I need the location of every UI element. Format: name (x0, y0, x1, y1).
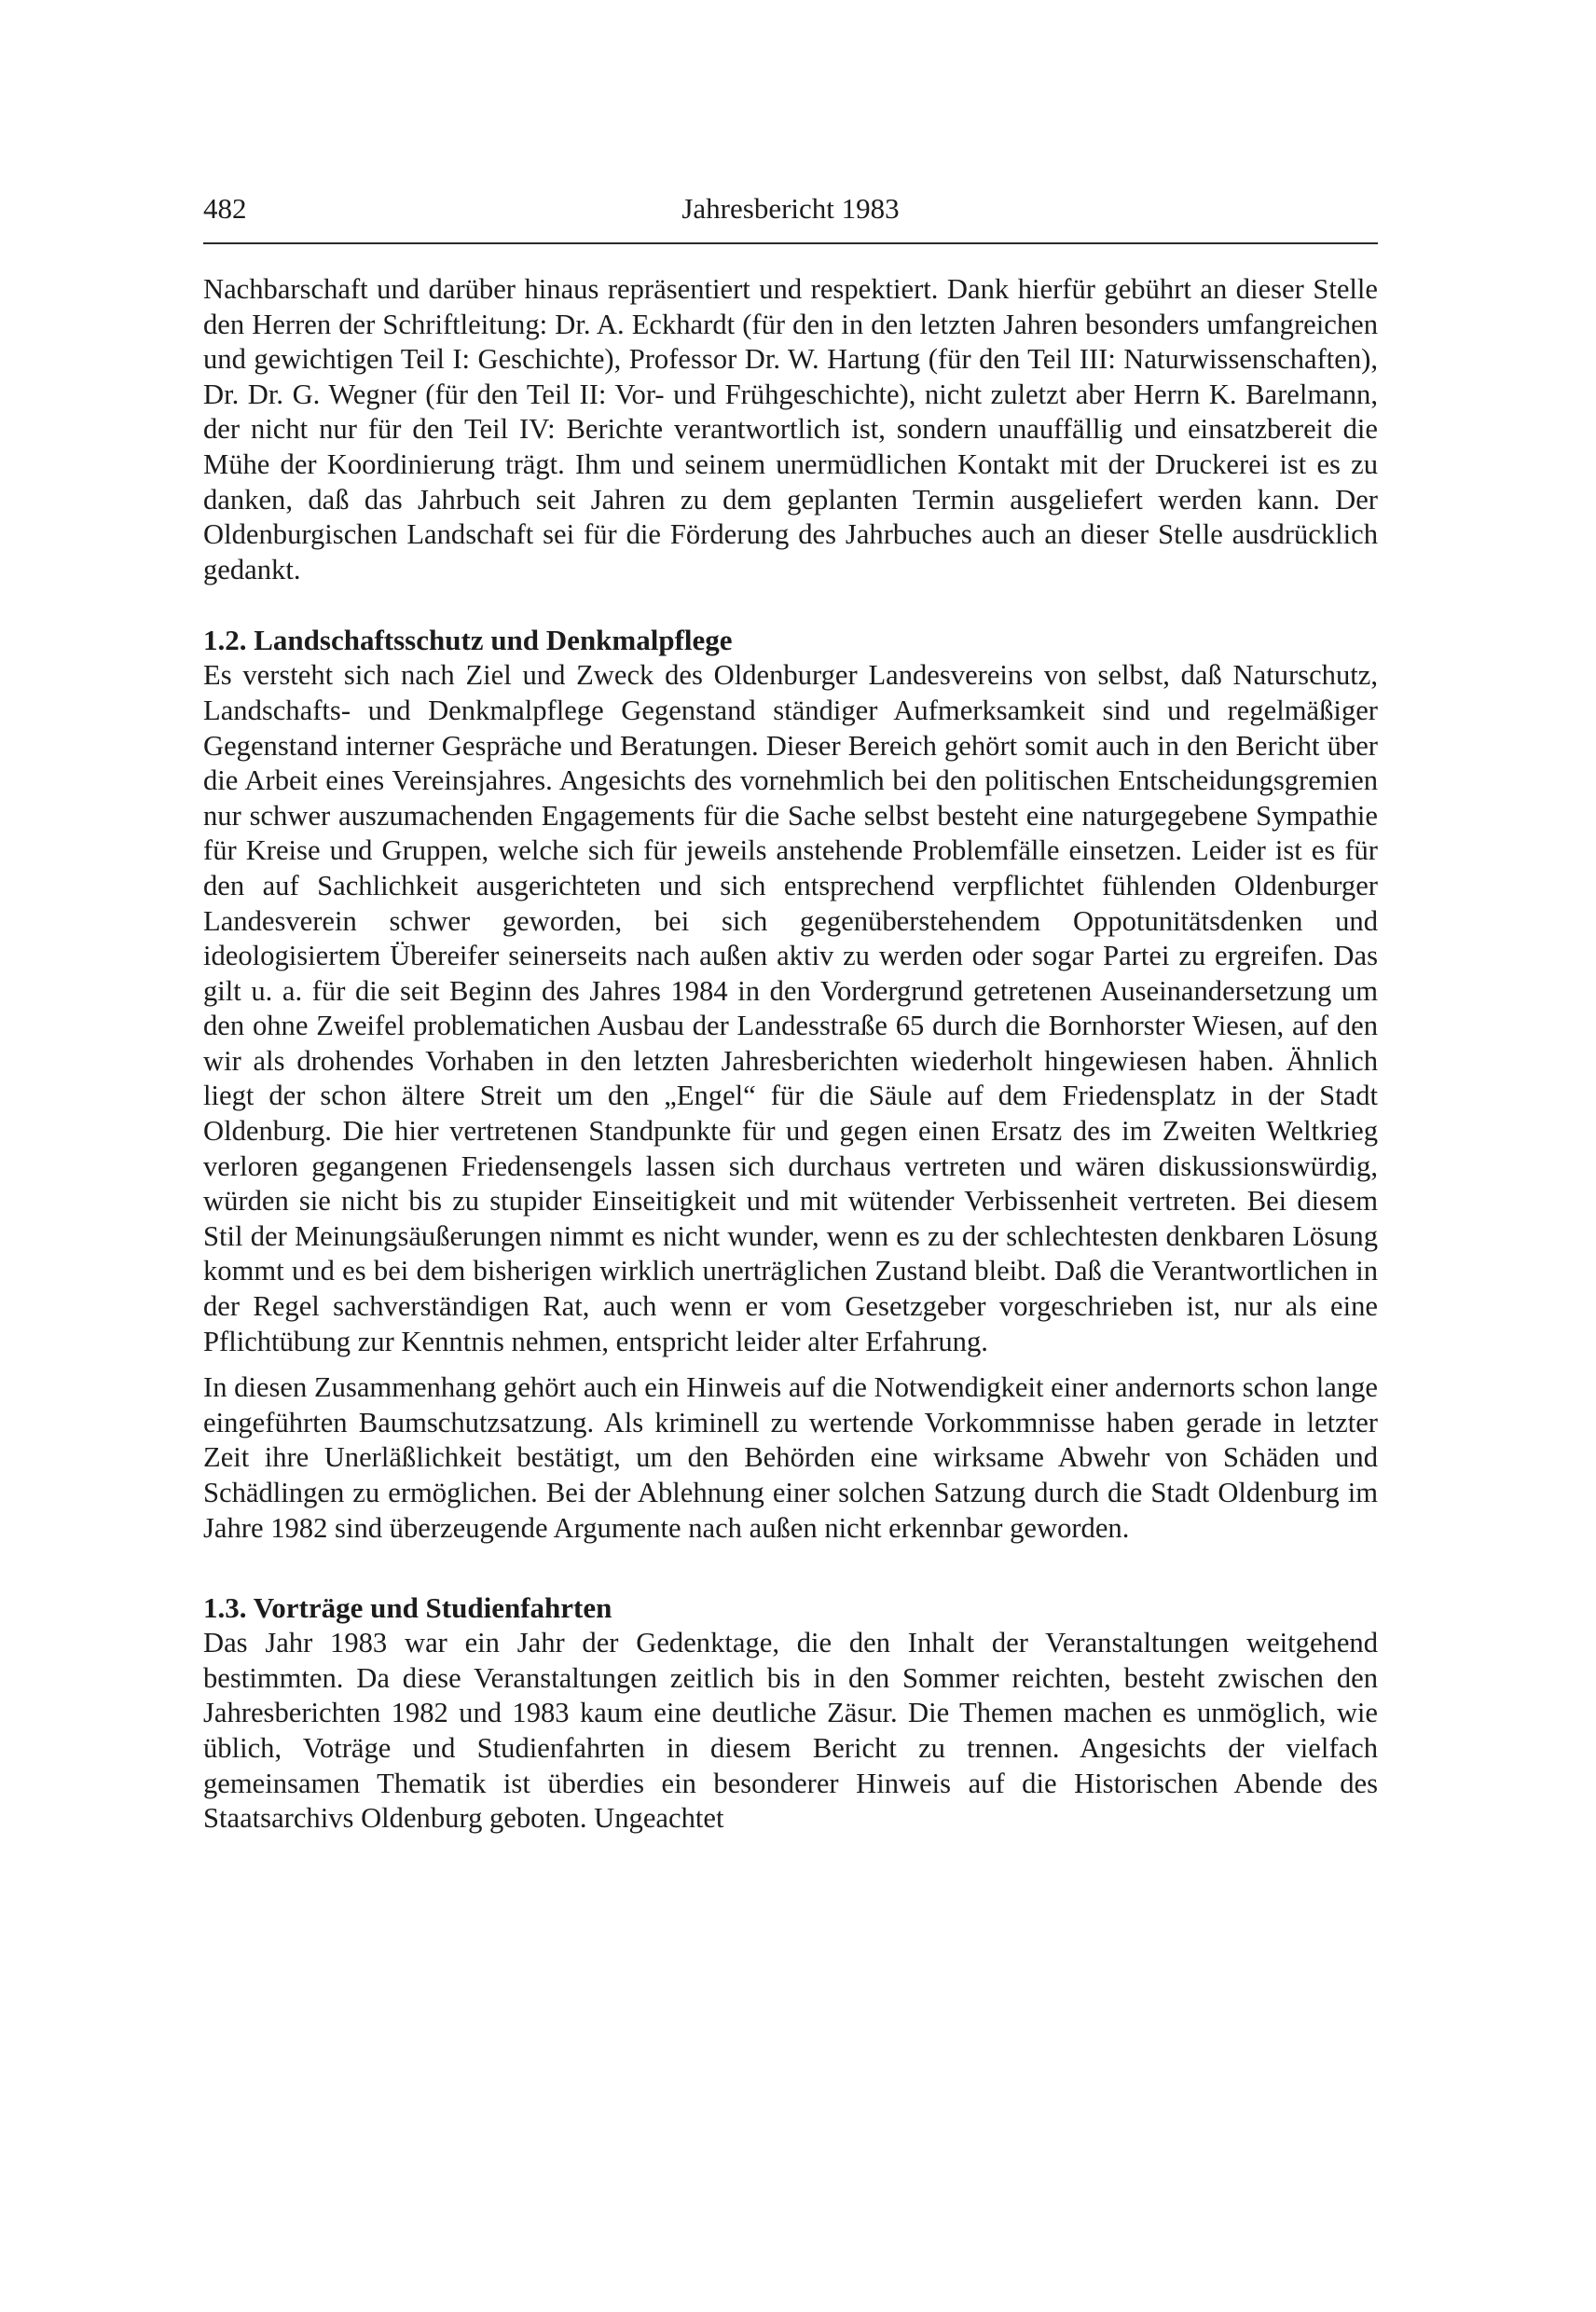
paragraph-landschaftsschutz: Es versteht sich nach Ziel und Zweck des Oldenburger Landesvereins von selbst, daß Naturschutz, Landschafts- und Denkmalpflege Gegenstand ständiger Aufmerksamkeit sind und regelmäßiger Gegenstand interner Gespräche und Beratungen. Dieser Bereich gehört somit auch in den Bericht über die Arbeit eines Vereinsjahres. Angesichts des vornehmlich bei den politischen Entscheidungsgremien nur schwer auszumachenden Engagements für die Sache selbst besteht eine naturgegebene Sympathie für Kreise und Gruppen, welche sich für jeweils anstehende Problemfälle einsetzen. Leider ist es für den auf Sachlichkeit ausgerichteten und sich entsprechend verpflichtet fühlenden Oldenburger Landesverein schwer geworden, bei sich gegenüberstehendem Oppotunitätsdenken und ideologisiertem Übereifer seinerseits nach außen aktiv zu werden oder sogar Partei zu ergreifen. Das gilt u. a. für die seit Beginn des Jahres 1984 in den Vordergrund getretenen Auseinandersetzung um den ohne Zweifel problematichen Ausbau der Landesstraße 65 durch die Bornhorster Wiesen, auf den wir als drohendes Vorhaben in den letzten Jahresberichten wiederholt hingewiesen haben. Ähnlich liegt der schon ältere Streit um den „Engel“ für die Säule auf dem Friedensplatz in der Stadt Oldenburg. Die hier vertretenen Standpunkte für und gegen einen Ersatz des im Zweiten Weltkrieg verloren gegangenen Friedensengels lassen sich durchaus vertreten und wären diskussionswürdig, würden sie nicht bis zu stupider Einseitigkeit und mit wütender Verbissenheit vertreten. Bei diesem Stil der Meinungsäußerungen nimmt es nicht wunder, wenn es zu der schlechtesten denkbaren Lösung kommt und es bei dem bisherigen wirklich unerträglichen Zustand bleibt. Daß die Verantwortlichen in der Regel sachverständigen Rat, auch wenn er vom Gesetzgeber vorgeschrieben ist, nur als eine Pflichtübung zur Kenntnis nehmen, entspricht leider alter Erfahrung. (203, 659, 1378, 1357)
running-header (203, 186, 1378, 244)
paragraph-baumschutz: In diesen Zusammenhang gehört auch ein Hinweis auf die Notwendigkeit einer andernorts schon lange eingeführten Baumschutzsatzung. Als kriminell zu wertende Vorkommnisse haben gerade in letzter Zeit ihre Unerläßlichkeit bestätigt, um den Behörden eine wirksame Abwehr von Schäden und Schädlingen zu ermöglichen. Bei der Ablehnung einer solchen Satzung durch die Stadt Oldenburg im Jahre 1982 sind überzeugende Argumente nach außen nicht erkennbar geworden. (203, 1371, 1378, 1544)
page-content (203, 244, 1378, 1837)
paragraph-vortraege: Das Jahr 1983 war ein Jahr der Gedenktage, die den Inhalt der Veranstaltungen weitgehend bestimmten. Da diese Veranstaltungen zeitlich bis in den Sommer reichten, besteht zwischen den Jahresberichten 1982 und 1983 kaum eine deutliche Zäsur. Die Themen machen es unmöglich, wie üblich, Voträge und Studienfahrten in diesem Bericht zu trennen. Angesichts der vielfach gemeinsamen Thematik ist überdies ein besonderer Hinweis auf die Historischen Abende des Staatsarchivs Oldenburg geboten. Ungeachtet (203, 1627, 1378, 1835)
section-heading-landschaftsschutz: 1.2. Landschaftsschutz und Denkmalpflege (203, 624, 733, 657)
document-page (203, 186, 1378, 1837)
page-number: 482 (203, 192, 247, 225)
running-title: Jahresbericht 1983 (681, 192, 900, 225)
section-heading-vortraege: 1.3. Vorträge und Studienfahrten (203, 1591, 612, 1625)
paragraph-intro: Nachbarschaft und darüber hinaus repräsentiert und respektiert. Dank hierfür gebührt an dieser Stelle den Herren der Schriftleitung: Dr. A. Eckhardt (für den in den letzten Jahren besonders umfangreichen und gewichtigen Teil I: Geschichte), Professor Dr. W. Hartung (für den Teil III: Naturwissenschaften), Dr. Dr. G. Wegner (für den Teil II: Vor- und Frühgeschichte), nicht zuletzt aber Herrn K. Barelmann, der nicht nur für den Teil IV: Berichte verantwortlich ist, sondern unauffällig und einsatzbereit die Mühe der Koordinierung trägt. Ihm und seinem unermüdlichen Kontakt mit der Druckerei ist es zu danken, daß das Jahrbuch seit Jahren zu dem geplanten Termin ausgeliefert werden kann. Der Oldenburgischen Landschaft sei für die Förderung des Jahrbuches auch an dieser Stelle ausdrücklich gedankt. (203, 273, 1378, 585)
